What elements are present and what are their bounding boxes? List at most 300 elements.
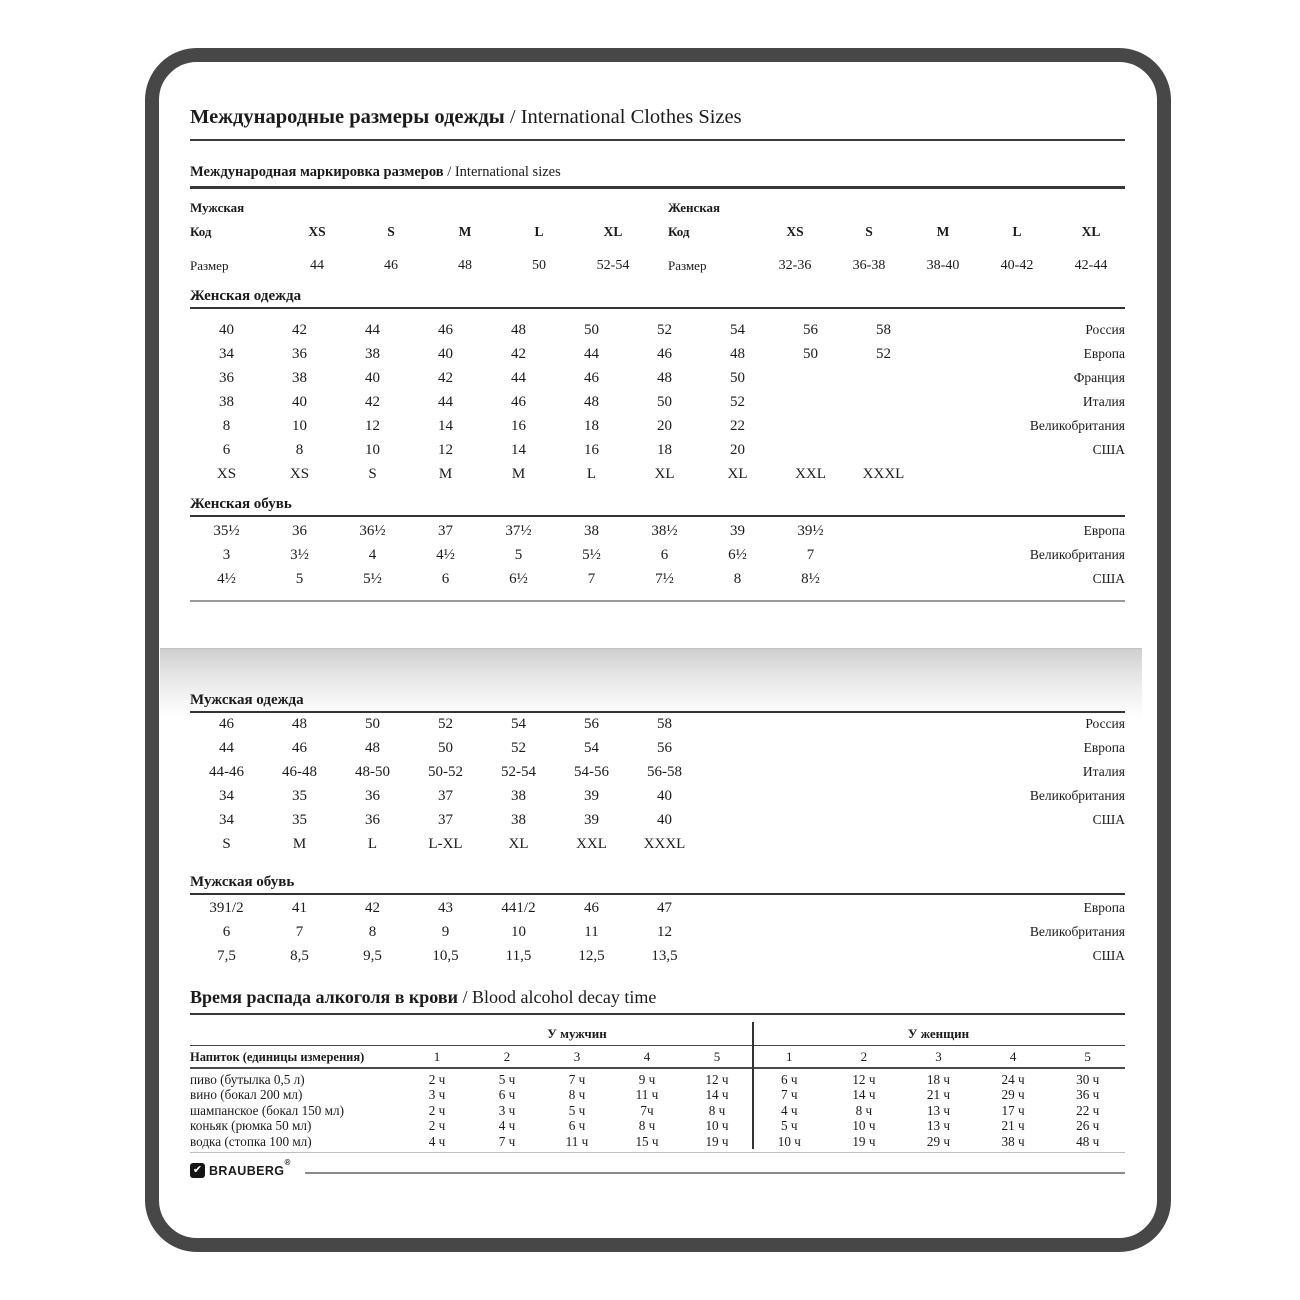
size-value: 4½: [217, 571, 236, 587]
size-value: 38: [219, 394, 234, 410]
alcohol-hours-value: 10 ч: [777, 1133, 801, 1149]
size-value: 20: [657, 418, 672, 434]
size-value: 10,5: [432, 948, 459, 964]
size-value: 50: [803, 346, 818, 362]
size-value: 39½: [797, 523, 824, 539]
marking-code-value: S: [865, 224, 873, 239]
marking-size-value: 46: [384, 258, 398, 273]
size-row: [190, 519, 1125, 543]
size-value: 46: [292, 740, 307, 756]
size-value: XL: [654, 466, 675, 482]
size-value: XXXL: [643, 836, 686, 852]
marking-subtitle-en: / International sizes: [447, 164, 561, 180]
alcohol-unit-column: 5: [713, 1049, 721, 1064]
alcohol-hours-value: 5 ч: [498, 1072, 516, 1087]
alcohol-unit-column: 3: [935, 1049, 942, 1064]
size-value: 37½: [505, 523, 532, 539]
size-value: 11: [584, 924, 599, 940]
country-label: Великобритания: [1029, 788, 1125, 803]
alcohol-hours-value: 6 ч: [498, 1087, 516, 1103]
size-value: 40: [365, 370, 380, 386]
alcohol-table-body: [190, 1072, 1125, 1149]
marking-code-value: L: [534, 224, 544, 239]
page-title-ru: Международные размеры одежды: [190, 106, 505, 128]
size-value: 58: [876, 322, 891, 338]
marking-men-code-label: Код: [190, 224, 212, 239]
size-value: 6: [222, 442, 231, 458]
country-label: Европа: [1083, 346, 1125, 361]
alcohol-drink-label: водка (стопка 100 мл): [190, 1133, 312, 1149]
size-value: 46: [511, 394, 526, 410]
size-table-men-shoes: [190, 896, 1125, 968]
size-value: S: [368, 466, 377, 482]
marking-code-value: S: [387, 224, 395, 239]
size-value: 36: [365, 788, 380, 804]
alcohol-unit-column: 1: [786, 1049, 793, 1064]
size-value: 12: [438, 442, 453, 458]
alcohol-hours-value: 11 ч: [635, 1087, 659, 1103]
alcohol-hours-value: 4 ч: [781, 1102, 798, 1118]
alcohol-hours-value: 8 ч: [638, 1118, 656, 1134]
size-value: 48: [292, 716, 307, 732]
size-value: 48-50: [355, 764, 390, 780]
alcohol-hours-value: 4 ч: [498, 1118, 516, 1134]
size-row: [190, 760, 1125, 784]
marking-men-code-row: [190, 224, 650, 240]
size-value: 52: [730, 394, 745, 410]
size-table-men-clothes: [190, 712, 1125, 856]
size-value: 20: [730, 442, 745, 458]
size-value: 56: [584, 716, 599, 732]
alcohol-hours-value: 14 ч: [852, 1087, 876, 1103]
alcohol-unit-column: 2: [860, 1049, 868, 1064]
alcohol-drink-header: Напиток (единицы измерения): [190, 1050, 365, 1064]
alcohol-drink-label: пиво (бутылка 0,5 л): [190, 1072, 305, 1087]
size-value: 5: [514, 547, 523, 563]
size-row: [190, 920, 1125, 944]
size-value: 40: [657, 788, 672, 804]
size-value: 6½: [509, 571, 528, 587]
size-value: 56-58: [647, 764, 682, 780]
alcohol-unit-column: 2: [503, 1049, 511, 1064]
size-value: XL: [508, 836, 529, 852]
size-value: 48: [365, 740, 380, 756]
alcohol-hours-value: 14 ч: [705, 1087, 729, 1103]
alcohol-unit-column: 5: [1084, 1049, 1091, 1064]
alcohol-hours-value: 11 ч: [565, 1133, 589, 1149]
marking-men-gender-label: Мужская: [190, 200, 245, 215]
size-value: 54: [584, 740, 599, 756]
alcohol-hours-value: 3 ч: [498, 1102, 516, 1118]
alcohol-hours-value: 21 ч: [1001, 1118, 1025, 1134]
size-value: 38: [511, 812, 526, 828]
size-value: XS: [216, 466, 237, 482]
size-value: 38: [365, 346, 380, 362]
alcohol-hours-value: 10 ч: [852, 1118, 876, 1134]
size-value: 13,5: [651, 948, 678, 964]
size-value: 41: [292, 900, 307, 916]
size-value: 3½: [290, 547, 309, 563]
country-label: США: [1092, 948, 1125, 963]
alcohol-hours-value: 5 ч: [568, 1102, 586, 1118]
country-label: Великобритания: [1029, 547, 1125, 562]
size-value: 8: [733, 571, 742, 587]
marking-code-value: XS: [786, 224, 804, 239]
size-value: 43: [438, 900, 453, 916]
size-value: 38: [511, 788, 526, 804]
alcohol-hours-value: 24 ч: [1001, 1072, 1025, 1087]
size-value: M: [438, 466, 453, 482]
alcohol-hours-value: 48 ч: [1076, 1133, 1100, 1149]
country-label: Италия: [1082, 764, 1125, 779]
alcohol-unit-column: 3: [573, 1049, 581, 1064]
alcohol-hours-value: 6 ч: [568, 1118, 586, 1134]
size-value: 52: [438, 716, 453, 732]
alcohol-row: [190, 1087, 1125, 1102]
country-label: [920, 462, 1125, 486]
size-value: 37: [438, 788, 453, 804]
alcohol-hours-value: 10 ч: [705, 1118, 729, 1134]
country-label: Европа: [1083, 523, 1125, 538]
size-value: 46: [584, 370, 599, 386]
size-value: 7: [806, 547, 815, 563]
alcohol-title-en: / Blood alcohol decay time: [462, 987, 657, 1007]
marking-size-value: 44: [310, 258, 324, 273]
alcohol-drink-label: вино (бокал 200 мл): [190, 1087, 303, 1103]
size-value: 4: [368, 547, 377, 563]
size-row: [190, 944, 1125, 968]
size-value: 39: [730, 523, 745, 539]
size-row: [190, 736, 1125, 760]
alcohol-drink-label: коньяк (рюмка 50 мл): [190, 1118, 312, 1134]
size-value: 46: [438, 322, 453, 338]
size-value: XL: [727, 466, 748, 482]
size-row: [190, 543, 1125, 567]
marking-size-value: 52-54: [596, 258, 630, 273]
size-value: 42: [292, 322, 307, 338]
alcohol-row: [190, 1134, 1125, 1149]
alcohol-group-men: У мужчин: [547, 1026, 607, 1041]
alcohol-unit-column: 1: [433, 1049, 441, 1064]
size-value: L: [367, 836, 378, 852]
alcohol-hours-value: 38 ч: [1001, 1133, 1025, 1149]
size-value: 34: [219, 346, 234, 362]
brand-name: BRAUBERG®: [209, 1158, 291, 1179]
size-table-women-shoes: [190, 519, 1125, 591]
registered-mark: ®: [284, 1158, 291, 1167]
marking-women-size-label: Размер: [668, 258, 707, 273]
size-value: 50: [730, 370, 745, 386]
size-value: 40: [219, 322, 234, 338]
size-value: 40: [438, 346, 453, 362]
size-value: 35½: [213, 523, 240, 539]
alcohol-gender-divider: [752, 1022, 754, 1149]
size-value: 50: [365, 716, 380, 732]
section-header-women-shoes: Женская обувь: [190, 496, 1125, 517]
marking-size-value: 40-42: [1000, 258, 1034, 273]
alcohol-hours-value: 8 ч: [568, 1087, 586, 1103]
size-value: 10: [365, 442, 380, 458]
alcohol-hours-value: 3 ч: [428, 1087, 446, 1103]
size-value: 36: [292, 523, 307, 539]
size-value: 4½: [436, 547, 455, 563]
alcohol-hours-value: 26 ч: [1076, 1118, 1100, 1134]
size-value: 5½: [363, 571, 382, 587]
size-row: [190, 438, 1125, 462]
alcohol-hours-value: 7 ч: [568, 1072, 586, 1087]
marking-women-gender-label: Женская: [668, 200, 721, 215]
size-value: 35: [292, 812, 307, 828]
marking-size-value: 50: [532, 258, 546, 273]
size-value: 8½: [801, 571, 820, 587]
alcohol-hours-value: 7 ч: [781, 1087, 798, 1103]
size-value: 44: [438, 394, 453, 410]
size-value: 50: [584, 322, 599, 338]
marking-code-value: M: [936, 224, 950, 239]
country-label: США: [1092, 571, 1125, 586]
section-header-men-clothes: Мужская одежда: [190, 692, 1125, 713]
size-row: [190, 462, 1125, 486]
marking-code-value: M: [458, 224, 472, 239]
marking-women-size-row: [668, 258, 1125, 274]
size-value: 36: [365, 812, 380, 828]
footer-line: [305, 1172, 1125, 1174]
size-value: 10: [511, 924, 526, 940]
alcohol-hours-value: 22 ч: [1076, 1102, 1100, 1118]
size-value: S: [222, 836, 231, 852]
size-value: 52: [876, 346, 891, 362]
alcohol-hours-value: 17 ч: [1001, 1102, 1025, 1118]
size-value: 48: [584, 394, 599, 410]
page-title-en: / International Clothes Sizes: [509, 106, 742, 128]
alcohol-hours-value: 18 ч: [926, 1072, 951, 1087]
size-value: 44: [511, 370, 526, 386]
size-value: 42: [365, 394, 380, 410]
size-value: 36½: [359, 523, 386, 539]
alcohol-group-spacer: [190, 1024, 402, 1045]
size-value: XXXL: [862, 466, 905, 482]
size-value: 52: [657, 322, 672, 338]
alcohol-hours-value: 8 ч: [708, 1102, 726, 1118]
size-value: XXL: [795, 466, 826, 482]
alcohol-hours-value: 12 ч: [705, 1072, 729, 1087]
alcohol-title: [190, 986, 1125, 1015]
alcohol-hours-value: 8 ч: [855, 1102, 873, 1118]
size-value: 9: [441, 924, 450, 940]
size-value: 12: [365, 418, 380, 434]
size-value: 42: [438, 370, 453, 386]
page-title: [190, 103, 1125, 141]
alcohol-hours-value: 29 ч: [1001, 1087, 1025, 1103]
size-row: [190, 832, 1125, 856]
size-value: 391/2: [209, 900, 244, 916]
brand-row: [190, 1158, 1125, 1179]
alcohol-hours-value: 2 ч: [428, 1072, 446, 1087]
size-value: 6½: [728, 547, 747, 563]
alcohol-row: [190, 1072, 1125, 1087]
size-value: 11,5: [505, 948, 532, 964]
alcohol-hours-value: 2 ч: [428, 1102, 446, 1118]
size-value: 39: [584, 788, 599, 804]
women-shoes-closing-rule: [190, 600, 1125, 602]
alcohol-closing-rule: [190, 1152, 1125, 1153]
size-value: 44: [219, 740, 234, 756]
size-row: [190, 390, 1125, 414]
size-value: 52-54: [501, 764, 536, 780]
alcohol-hours-value: 7ч: [640, 1102, 654, 1118]
marking-size-value: 36-38: [852, 258, 886, 273]
size-table-women-clothes: [190, 318, 1125, 486]
size-value: 34: [219, 788, 234, 804]
size-value: 58: [657, 716, 672, 732]
alcohol-hours-value: 29 ч: [926, 1133, 951, 1149]
size-value: 40: [292, 394, 307, 410]
section-header-men-shoes: Мужская обувь: [190, 874, 1125, 895]
size-value: 54: [730, 322, 745, 338]
alcohol-column-header-row: [190, 1047, 1125, 1069]
marking-table-women: [668, 200, 1125, 286]
size-value: 12,5: [578, 948, 605, 964]
size-row: [190, 318, 1125, 342]
size-value: 7: [587, 571, 596, 587]
size-value: 35: [292, 788, 307, 804]
marking-size-value: 42-44: [1074, 258, 1108, 273]
marking-code-value: L: [1012, 224, 1022, 239]
size-value: 14: [511, 442, 526, 458]
size-value: 50-52: [428, 764, 463, 780]
alcohol-hours-value: 12 ч: [852, 1072, 876, 1087]
alcohol-hours-value: 19 ч: [852, 1133, 876, 1149]
size-value: 18: [657, 442, 672, 458]
country-label: Франция: [1073, 370, 1125, 385]
size-value: 36: [219, 370, 234, 386]
country-label: Европа: [1083, 900, 1125, 915]
section-header-women-clothes: Женская одежда: [190, 288, 1125, 309]
size-value: 7½: [655, 571, 674, 587]
alcohol-hours-value: 9 ч: [638, 1072, 656, 1087]
size-value: 6: [441, 571, 450, 587]
size-value: 47: [657, 900, 672, 916]
alcohol-title-ru: Время распада алкоголя в крови: [190, 987, 458, 1007]
size-value: 38½: [651, 523, 678, 539]
size-value: 46: [584, 900, 599, 916]
country-label: Европа: [1083, 740, 1125, 755]
size-value: 441/2: [501, 900, 536, 916]
size-value: 6: [222, 924, 231, 940]
size-value: 9,5: [363, 948, 382, 964]
size-value: 50: [657, 394, 672, 410]
size-value: 48: [657, 370, 672, 386]
alcohol-hours-value: 13 ч: [926, 1102, 951, 1118]
country-label: [701, 832, 1125, 856]
size-value: 48: [730, 346, 745, 362]
size-value: 22: [730, 418, 745, 434]
marking-women-code-label: Код: [668, 224, 690, 239]
size-value: 44: [365, 322, 380, 338]
marking-men-size-row: [190, 258, 650, 274]
marking-table-men: [190, 200, 650, 286]
size-value: 52: [511, 740, 526, 756]
marking-subtitle: [190, 163, 1125, 189]
alcohol-hours-value: 21 ч: [926, 1087, 951, 1103]
size-value: L-XL: [428, 836, 463, 852]
size-value: XS: [289, 466, 310, 482]
alcohol-hours-value: 5 ч: [781, 1118, 798, 1134]
size-value: 46: [219, 716, 234, 732]
size-value: 5½: [582, 547, 601, 563]
alcohol-hours-value: 36 ч: [1076, 1087, 1100, 1103]
size-value: 8: [368, 924, 377, 940]
size-value: 7: [295, 924, 304, 940]
size-value: M: [511, 466, 526, 482]
country-label: США: [1092, 812, 1125, 827]
size-value: 46-48: [282, 764, 317, 780]
size-row: [190, 784, 1125, 808]
size-value: 8: [222, 418, 231, 434]
alcohol-unit-column: 4: [643, 1049, 651, 1064]
size-row: [190, 712, 1125, 736]
size-value: 3: [222, 547, 231, 563]
size-value: XXL: [576, 836, 607, 852]
size-value: L: [586, 466, 597, 482]
alcohol-group-header-row: [190, 1024, 1125, 1046]
size-value: 54-56: [574, 764, 609, 780]
country-label: Россия: [1085, 716, 1125, 731]
marking-subtitle-ru: Международная маркировка размеров: [190, 164, 444, 180]
marking-code-value: XS: [308, 224, 326, 239]
size-value: 16: [511, 418, 526, 434]
brauberg-check-icon: ✔: [190, 1163, 205, 1178]
alcohol-hours-value: 4 ч: [428, 1133, 446, 1149]
size-value: 12: [657, 924, 672, 940]
size-value: 56: [657, 740, 672, 756]
size-value: 42: [365, 900, 380, 916]
alcohol-hours-value: 2 ч: [428, 1118, 446, 1134]
marking-size-value: 32-36: [778, 258, 812, 273]
alcohol-hours-value: 19 ч: [705, 1133, 729, 1149]
size-value: 46: [657, 346, 672, 362]
size-row: [190, 414, 1125, 438]
size-value: 48: [511, 322, 526, 338]
size-value: 18: [584, 418, 599, 434]
marking-code-value: XL: [603, 224, 623, 239]
alcohol-unit-column: 4: [1009, 1049, 1017, 1064]
size-value: 37: [438, 523, 453, 539]
alcohol-row: [190, 1118, 1125, 1133]
size-value: 6: [660, 547, 669, 563]
size-value: 5: [295, 571, 304, 587]
size-value: 42: [511, 346, 526, 362]
size-value: 36: [292, 346, 307, 362]
size-value: 14: [438, 418, 453, 434]
size-value: 54: [511, 716, 526, 732]
size-value: 8,5: [290, 948, 309, 964]
marking-size-value: 38-40: [926, 258, 960, 273]
size-row: [190, 567, 1125, 591]
size-value: 34: [219, 812, 234, 828]
alcohol-hours-value: 6 ч: [781, 1072, 798, 1087]
size-value: 7,5: [217, 948, 236, 964]
alcohol-group-women: У женщин: [907, 1026, 970, 1041]
size-value: 40: [657, 812, 672, 828]
size-value: 8: [295, 442, 304, 458]
size-value: 37: [438, 812, 453, 828]
size-value: 44-46: [209, 764, 244, 780]
size-value: M: [292, 836, 307, 852]
size-value: 56: [803, 322, 818, 338]
country-label: Великобритания: [1029, 418, 1125, 433]
country-label: Россия: [1085, 322, 1125, 337]
